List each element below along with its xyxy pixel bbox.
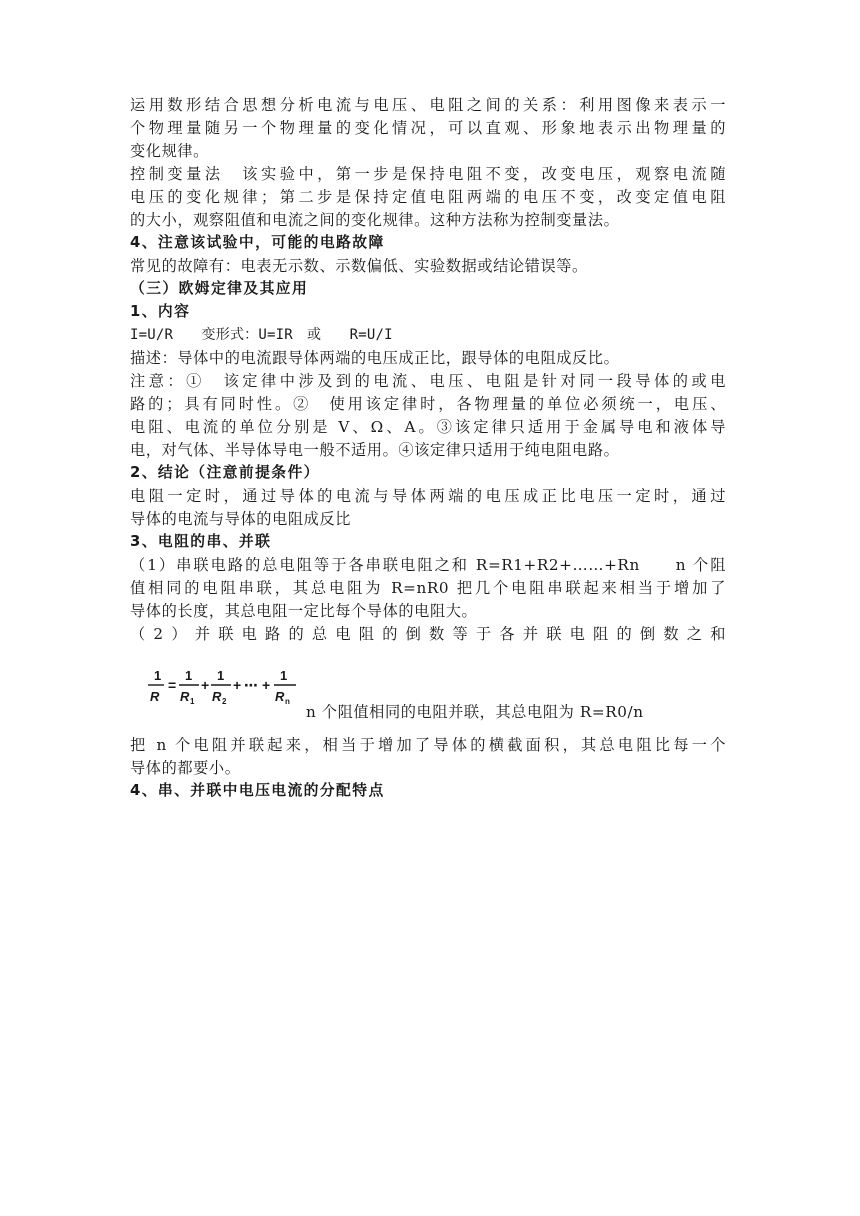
formula-numerator: 1 [154, 668, 162, 683]
formula-subscript: 2 [222, 697, 227, 706]
formula-line: I=U/R 变形式：U=IR 或 R=U/I [130, 327, 393, 343]
paragraph-line: 变化规律。 [130, 142, 209, 160]
paragraph-line: 注意：① 该定律中涉及到的电流、电压、电阻是针对同一段导体的或电 [130, 372, 726, 390]
section-heading: 4、注意该试验中，可能的电路故障 [130, 234, 385, 251]
parallel-resistance-formula [138, 664, 308, 710]
paragraph-line: 路的；具有同时性。② 使用该定律时，各物理量的单位必须统一，电压、 [130, 395, 726, 413]
formula-denominator: R [275, 689, 285, 704]
paragraph-line: 个物理量随另一个物理量的变化情况，可以直观、形象地表示出物理量的 [130, 119, 726, 137]
paragraph-line: 把 n 个电阻并联起来，相当于增加了导体的横截面积，其总电阻比每一个 [130, 736, 726, 754]
section-heading: 3、电阻的串、并联 [130, 533, 272, 550]
paragraph-line: 导体的都要小。 [130, 759, 241, 777]
formula-ellipsis: ⋯ [244, 677, 258, 693]
paragraph-line: 控制变量法 该实验中，第一步是保持电阻不变，改变电压，观察电流随 [130, 165, 726, 183]
formula-subscript: 1 [190, 697, 195, 706]
section-heading: （三）欧姆定律及其应用 [130, 280, 309, 297]
paragraph-line: （2）并联电路的总电阻的倒数等于各并联电阻的倒数之和 [130, 625, 726, 643]
paragraph-line: （1）串联电路的总电阻等于各串联电阻之和 R=R1+R2+……+Rn n 个阻 [130, 556, 726, 574]
formula-numerator: 1 [280, 668, 288, 683]
formula-plus: + [262, 677, 271, 693]
formula-equals: = [168, 677, 177, 693]
paragraph-line: 电阻一定时，通过导体的电流与导体两端的电压成正比电压一定时，通过 [130, 487, 726, 505]
paragraph-line: 导体的长度，其总电阻一定比每个导体的电阻大。 [130, 602, 478, 620]
formula-denominator: R [212, 689, 222, 704]
formula-subscript: n [285, 697, 290, 706]
formula-numerator: 1 [185, 668, 193, 683]
paragraph-line: 电，对气体、半导体导电一般不适用。④该定律只适用于纯电阻电路。 [130, 441, 620, 459]
paragraph-line: 值相同的电阻串联，其总电阻为 R=nR0 把几个电阻串联起来相当于增加了 [130, 579, 726, 597]
section-heading: 1、内容 [130, 303, 191, 320]
section-heading: 4、串、并联中电压电流的分配特点 [130, 782, 385, 799]
formula-plus: + [201, 677, 210, 693]
formula-denominator: R [180, 689, 190, 704]
paragraph-line: 导体的电流与导体的电阻成反比 [130, 510, 352, 528]
paragraph-line: 的大小，观察阻值和电流之间的变化规律。这种方法称为控制变量法。 [130, 211, 620, 229]
paragraph-line: n 个阻值相同的电阻并联，其总电阻为 R=R0/n [306, 703, 644, 721]
paragraph-line: 电阻、电流的单位分别是 V、Ω、A。③该定律只适用于金属导电和液体导 [130, 418, 726, 436]
paragraph-line: 常见的故障有：电表无示数、示数偏低、实验数据或结论错误等。 [130, 257, 588, 275]
paragraph-line: 描述：导体中的电流跟导体两端的电压成正比，跟导体的电阻成反比。 [130, 349, 620, 367]
formula-numerator: 1 [217, 668, 225, 683]
formula-plus: + [233, 677, 242, 693]
section-heading: 2、结论（注意前提条件） [130, 464, 320, 481]
paragraph-line: 电压的变化规律；第二步是保持定值电阻两端的电压不变，改变定值电阻 [130, 188, 726, 206]
paragraph-line: 运用数形结合思想分析电流与电压、电阻之间的关系：利用图像来表示一 [130, 96, 726, 114]
formula-denominator: R [150, 689, 160, 704]
